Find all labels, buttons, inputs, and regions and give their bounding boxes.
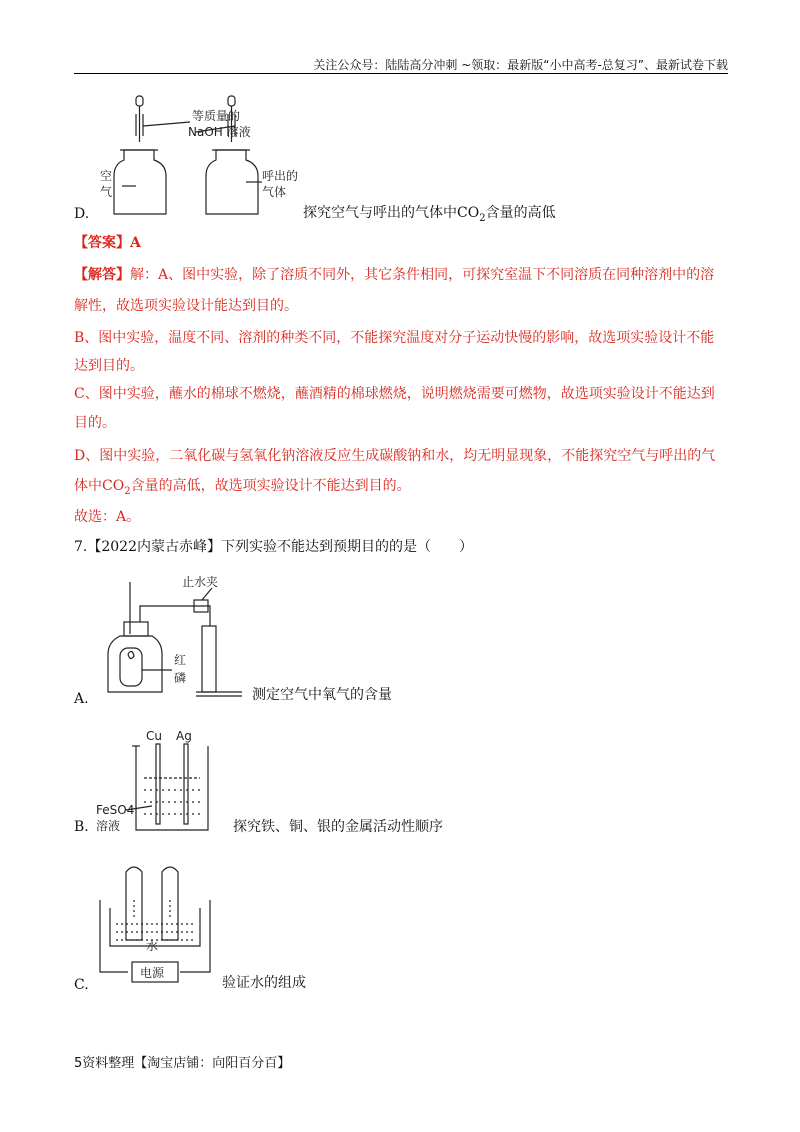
label-phosphorus-1: 红 (174, 653, 187, 667)
label-breath-2: 气体 (262, 185, 287, 199)
analysis-line-8: 体中$CO_2$含量的高低，故选项实验设计不能达到目的。 (74, 478, 411, 497)
label-phosphorus-2: 磷 (174, 671, 187, 685)
analysis-line-7: D、图中实验，二氧化碳与氢氧化钠溶液反应生成碳酸钠和水，均无明显现象，不能探究空气与呼出的气 (74, 448, 716, 464)
bottle-air (114, 150, 166, 214)
option-a-letter: A. (74, 691, 89, 707)
flask (108, 636, 162, 692)
dropper-bulb-left (136, 96, 143, 106)
combustion-spoon (120, 648, 142, 686)
option-c-letter: C. (74, 977, 89, 993)
option-b-caption: 探究铁、铜、银的金属活动性顺序 (233, 819, 443, 835)
label-air-1: 空 (100, 169, 113, 183)
question-7-stem: 7.【2022内蒙古赤峰】下列实验不能达到预期目的的是（ ） (74, 539, 473, 555)
page-footer: 5资料整理【淘宝店铺：向阳百分百】 (74, 1056, 291, 1071)
option-a-caption: 测定空气中氧气的含量 (252, 687, 392, 703)
header-divider (74, 73, 728, 74)
label-clamp: 止水夹 (182, 575, 219, 589)
label-feso4: FeSO4 (96, 803, 135, 817)
stopper (124, 622, 148, 636)
analysis-line-5: C、图中实验，蘸水的棉球不燃烧，蘸酒精的棉球燃烧，说明燃烧需要可燃物，故选项实验设计不能达到 (74, 386, 715, 402)
label-solution: 溶液 (96, 819, 121, 833)
label-air-2: 气 (100, 185, 113, 199)
answer-line: 【答案】A (74, 235, 141, 251)
test-tube-left (126, 867, 142, 940)
option-d-letter: D. (74, 206, 90, 222)
label-ag: Ag (176, 729, 192, 743)
option-b-figure (96, 728, 220, 840)
option-a-figure (100, 574, 245, 704)
option-b-letter: B. (74, 819, 89, 835)
silver-strip (184, 744, 188, 824)
flame (128, 651, 134, 658)
label-breath-1: 呼出的 (262, 169, 299, 183)
analysis-line-3: B、图中实验，温度不同、溶剂的种类不同，不能探究温度对分子运动快慢的影响，故选项实验设计不能 (74, 330, 715, 346)
analysis-line-4: 达到目的。 (74, 358, 144, 374)
graduated-cylinder (202, 626, 216, 692)
option-c-caption: 验证水的组成 (222, 975, 306, 991)
analysis-conclusion: 故选：A。 (74, 509, 141, 525)
analysis-line-6: 目的。 (74, 415, 116, 431)
page-number: 5 (74, 1056, 83, 1071)
label-reagent-1: 等质量的 (192, 109, 241, 123)
test-tube-right (162, 867, 178, 940)
analysis-line-1: 【解答】解：A、图中实验，除了溶质不同外，其它条件相同，可探究室温下不同溶质在同种溶剂中的溶 (74, 267, 715, 283)
analysis-line-2: 解性，故选项实验设计能达到目的。 (74, 298, 298, 314)
option-d-figure (96, 92, 336, 220)
page-header: 关注公众号：陆陆高分冲刺 ~领取：最新版“小中高考-总复习”、最新试卷下载 (313, 58, 728, 72)
label-power: 电源 (140, 966, 165, 980)
option-c-figure (96, 860, 214, 990)
label-water: 水 (146, 939, 159, 953)
dropper-bulb-right (228, 96, 235, 106)
copper-strip (156, 744, 160, 824)
label-cu: Cu (146, 729, 162, 743)
beaker (136, 746, 208, 830)
option-d-caption: 探究空气与呼出的气体中$CO_2$含量的高低 (303, 205, 556, 224)
label-reagent-2: NaOH 溶液 (188, 125, 251, 139)
